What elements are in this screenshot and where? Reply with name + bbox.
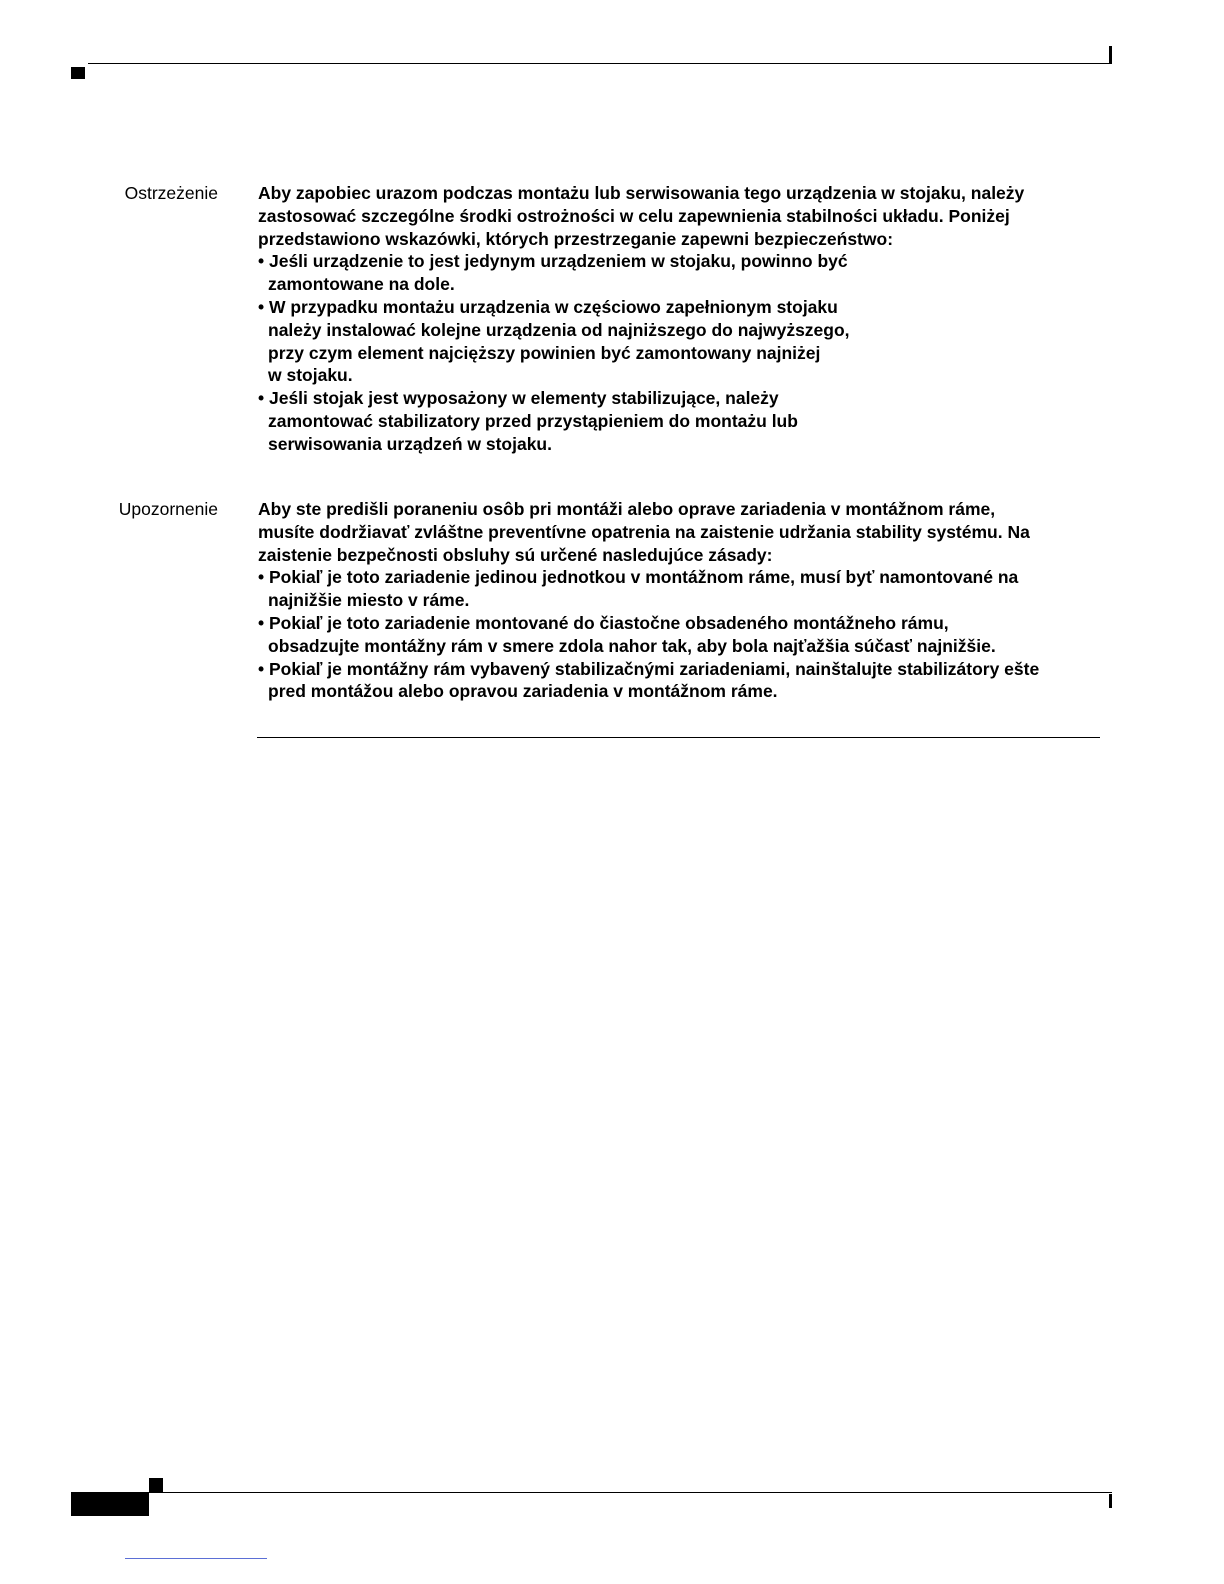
bullet-continuation: najnižšie miesto v ráme. — [268, 590, 470, 611]
bullet-continuation: obsadzujte montážny rám v smere zdola nahor tak, aby bola najťažšia súčasť najnižšie. — [268, 635, 996, 656]
footer-block-mark — [71, 1492, 149, 1516]
footer-corner-mark — [149, 1478, 163, 1492]
bullet-continuation: serwisowania urządzeń w stojaku. — [268, 433, 552, 454]
warning-text — [258, 182, 1108, 456]
bullet-continuation: przy czym element najcięższy powinien być zamontowany najniżej — [268, 342, 821, 363]
footer-link-underline[interactable] — [125, 1558, 267, 1559]
bullet-continuation: zamontowane na dole. — [268, 274, 455, 295]
footer-rule — [148, 1492, 1112, 1493]
bullet-item: • Pokiaľ je toto zariadenie jedinou jednotkou v montážnom ráme, musí byť namontované na — [258, 567, 1019, 588]
text-line: musíte dodržiavať zvláštne preventívne opatrenia na zaistenie udržania stability systému. Na — [258, 521, 1030, 542]
bullet-item: • Pokiaľ je montážny rám vybavený stabilizačnými zariadeniami, nainštalujte stabilizátory ešte — [258, 658, 1040, 679]
bullet-continuation: w stojaku. — [268, 365, 353, 386]
text-line: Aby ste predišli poraneniu osôb pri montáži alebo oprave zariadenia v montážnom ráme, — [258, 499, 996, 519]
text-line: zaistenie bezpečnosti obsluhy sú určené nasledujúce zásady: — [258, 544, 773, 565]
header-corner-mark — [71, 67, 85, 79]
bullet-item: • Pokiaľ je toto zariadenie montované do čiastočne obsadeného montážneho rámu, — [258, 612, 949, 633]
text-line: zastosować szczególne środki ostrożności w celu zapewnienia stabilności układu. Poniżej — [258, 205, 1010, 226]
text-line: przedstawiono wskazówki, których przestrzeganie zapewni bezpieczeństwo: — [258, 228, 894, 249]
bullet-item: • W przypadku montażu urządzenia w częściowo zapełnionym stojaku — [258, 296, 838, 317]
bullet-item: • Jeśli urządzenie to jest jedynym urządzeniem w stojaku, powinno być — [258, 251, 848, 272]
bullet-continuation: pred montážou alebo opravou zariadenia v montážnom ráme. — [268, 681, 778, 702]
bullet-continuation: należy instalować kolejne urządzenia od najniższego do najwyższego, — [268, 319, 850, 340]
warning-label: Upozornenie — [118, 499, 218, 519]
header-edge-tick — [1109, 46, 1112, 64]
warning-label: Ostrzeżenie — [124, 183, 218, 203]
warning-text — [258, 498, 1108, 703]
header-rule — [88, 63, 1112, 64]
bullet-item: • Jeśli stojak jest wyposażony w elementy stabilizujące, należy — [258, 388, 779, 409]
section-end-rule — [257, 737, 1100, 738]
footer-edge-tick — [1109, 1494, 1112, 1508]
text-line: Aby zapobiec urazom podczas montażu lub serwisowania tego urządzenia w stojaku, należy — [258, 183, 1025, 203]
bullet-continuation: zamontować stabilizatory przed przystąpieniem do montażu lub — [268, 410, 798, 431]
